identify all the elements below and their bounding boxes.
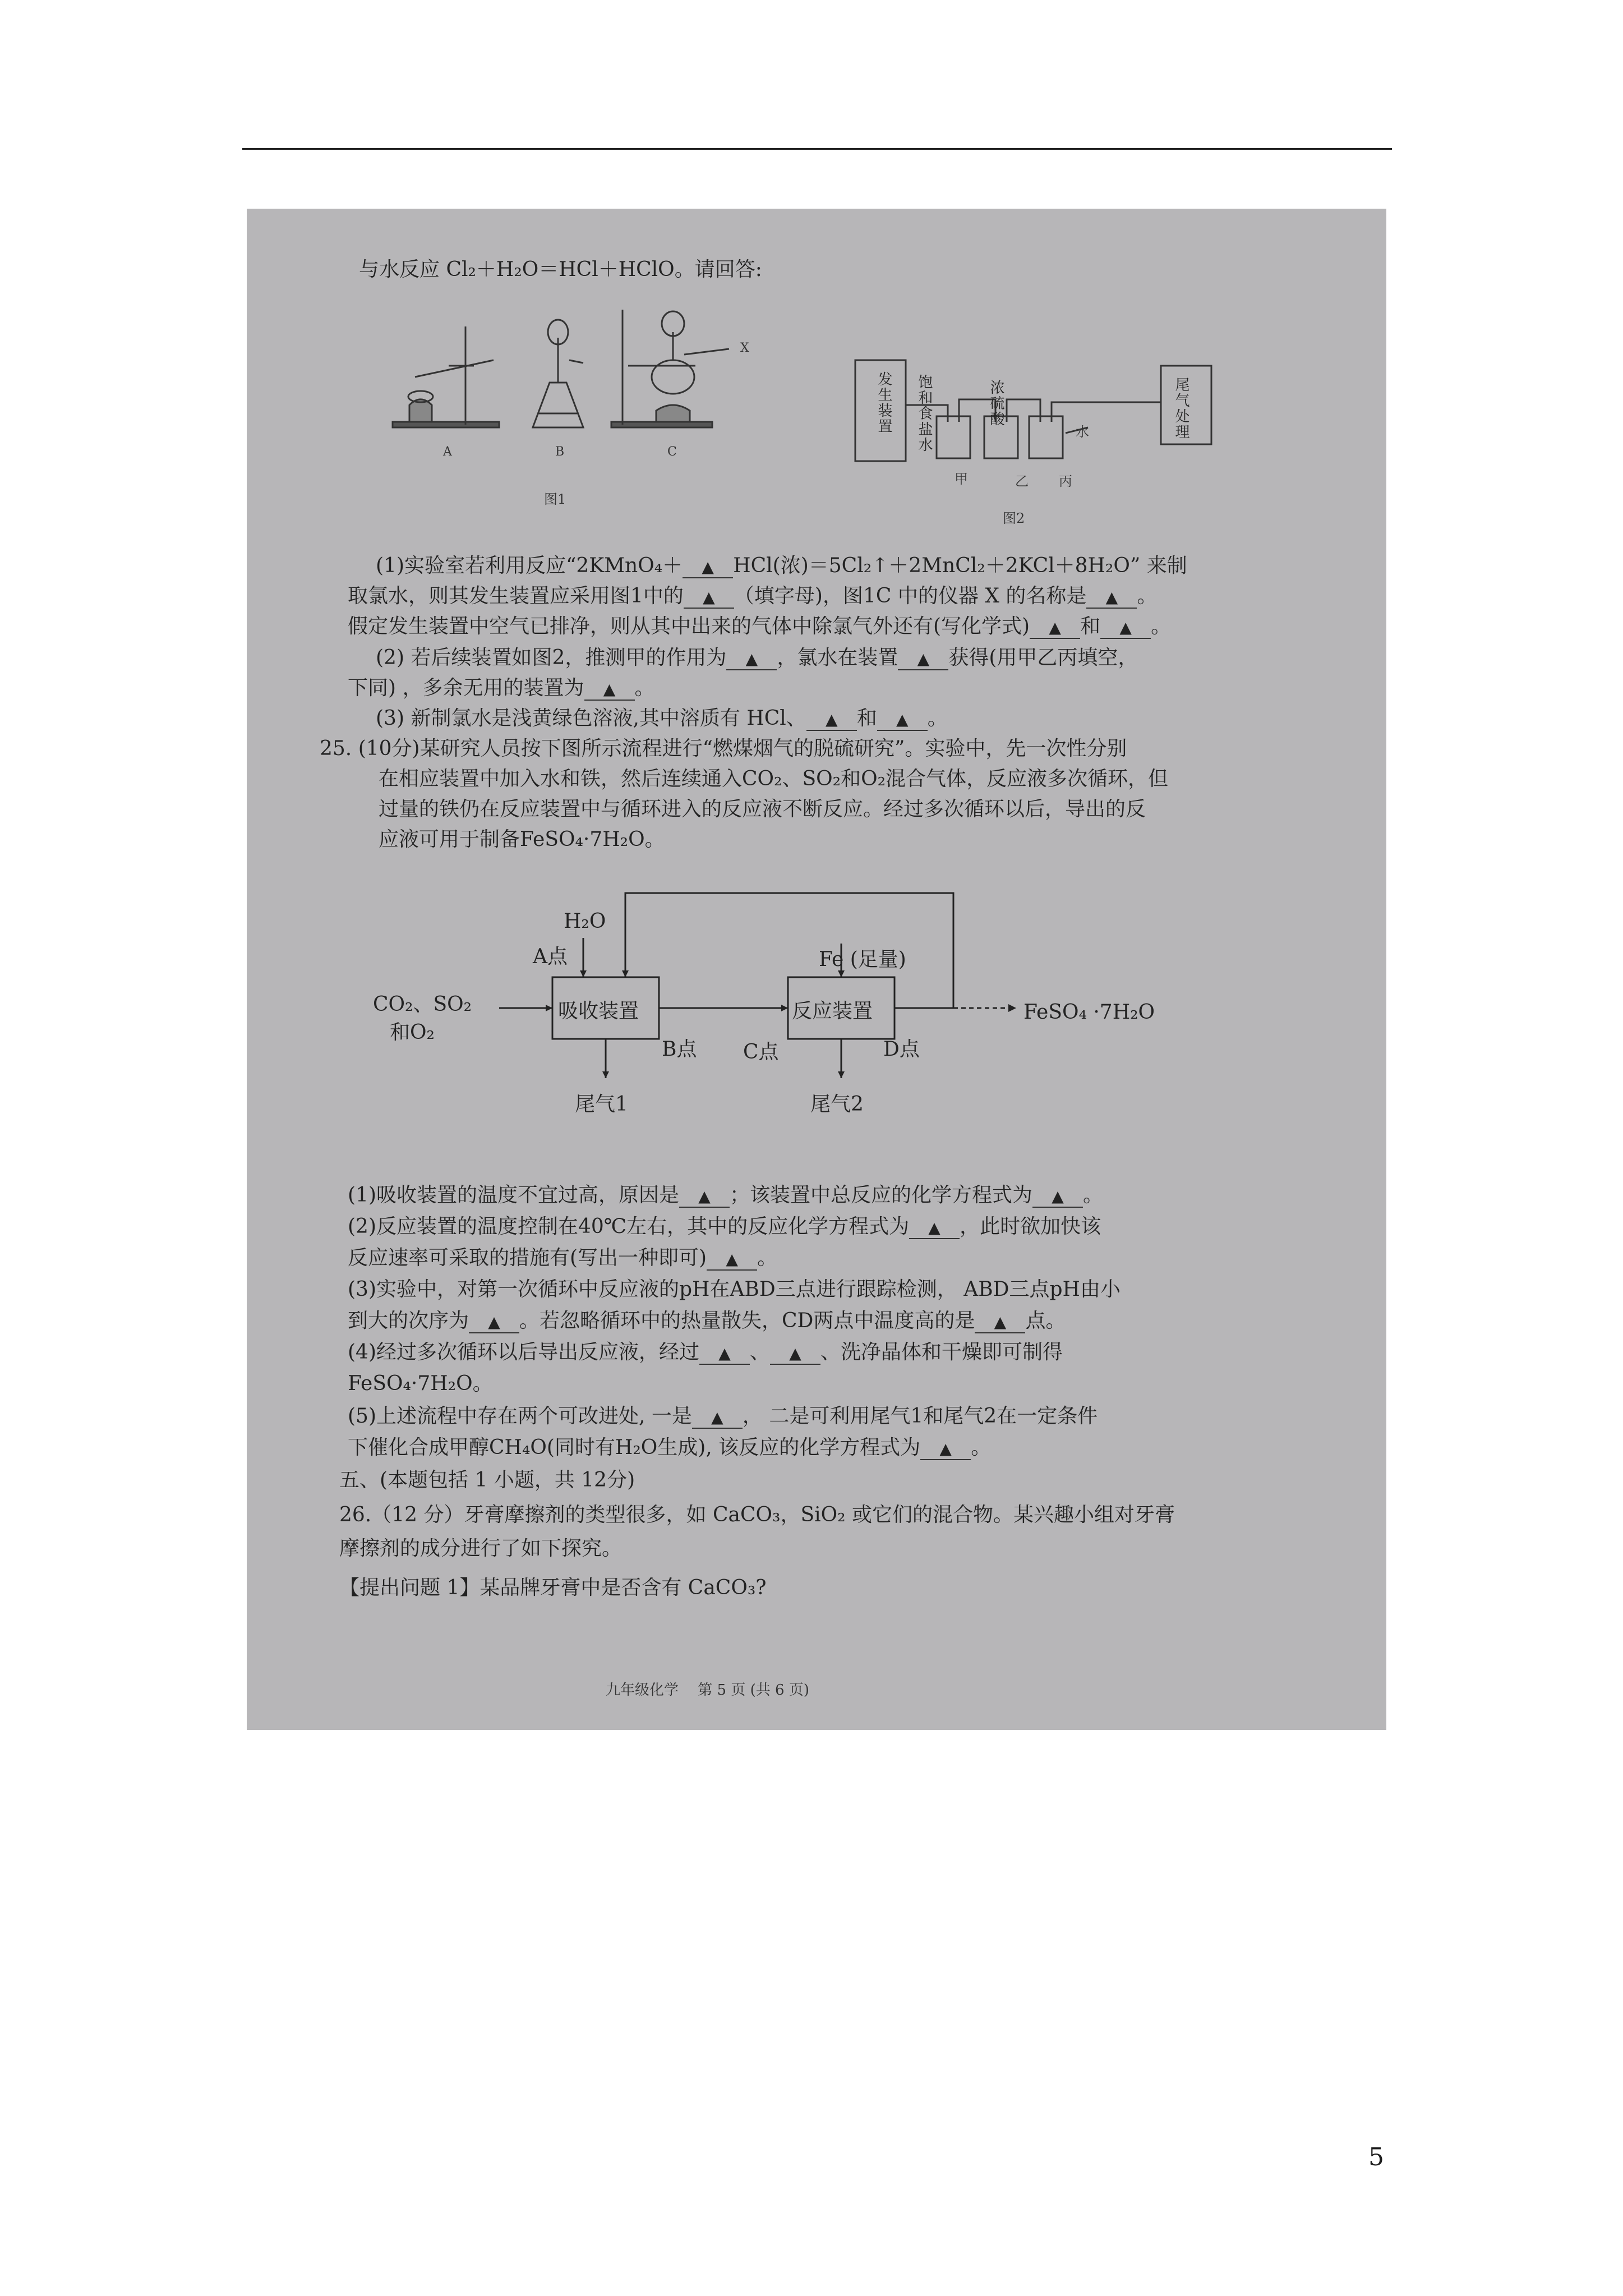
answer-blank: ▲ [683, 554, 733, 578]
page-footer: 九年级化学 第 5 页 (共 6 页) [606, 1682, 809, 1699]
apparatus-b [533, 320, 583, 427]
q24-part3: (3) 新制氯水是浅黄绿色溶液,其中溶质有 HCl、 ▲ 和 ▲ 。 [376, 707, 948, 730]
bottle-name-bing: 丙 [1059, 473, 1072, 489]
q25-part3-line1: (3)实验中，对第一次循环中反应液的pH在ABD三点进行跟踪检测， ABD三点pH由小 [348, 1278, 1121, 1301]
bottle1-label: 饱和食盐水 [916, 374, 933, 453]
answer-blank: ▲ [909, 1215, 960, 1239]
q25-part5-line2: 下催化合成甲醇CH₄O(同时有H₂O生成), 该反应的化学方程式为 ▲ 。 [348, 1436, 992, 1459]
flow-point-d: D点 [883, 1038, 920, 1061]
flow-tail2: 尾气2 [810, 1093, 864, 1116]
q25-line1: 25. (10分)某研究人员按下图所示流程进行“燃煤烟气的脱硫研究”。实验中，先一次性分别 [320, 737, 1127, 760]
absorber-label: 吸收装置 [558, 1000, 639, 1023]
apparatus-c [611, 310, 729, 427]
flow-point-a: A点 [533, 945, 568, 968]
answer-blank: ▲ [726, 646, 777, 670]
q25-part5-line1: (5)上述流程中存在两个可改进处, 一是 ▲ ， 二是可利用尾气1和尾气2在一定条件 [348, 1405, 1098, 1428]
label-b: B [555, 445, 565, 459]
label-c: C [667, 445, 677, 459]
flow-tail1: 尾气1 [575, 1093, 628, 1116]
answer-blank: ▲ [692, 1405, 743, 1429]
flow-h2o: H₂O [564, 910, 606, 933]
apparatus-a [393, 326, 499, 427]
label-x: X [740, 341, 749, 355]
answer-blank: ▲ [707, 1246, 757, 1271]
figure1-apparatus [370, 293, 763, 461]
answer-blank: ▲ [975, 1309, 1025, 1333]
tail-label: 尾气处理 [1173, 377, 1189, 440]
top-rule [242, 148, 1392, 150]
intro-line: 与水反应 Cl₂＋H₂O＝HCl＋HClO。请回答: [359, 258, 762, 281]
bottle3-label: 水 [1076, 424, 1089, 440]
answer-blank: ▲ [469, 1309, 519, 1333]
answer-blank: ▲ [1032, 1184, 1083, 1208]
answer-blank: ▲ [679, 1184, 730, 1208]
q24-part2-line2: 下同) ，多余无用的装置为 ▲ 。 [348, 677, 655, 700]
q26-line3: 【提出问题 1】某品牌牙膏中是否含有 CaCO₃? [339, 1576, 767, 1599]
answer-blank: ▲ [806, 707, 857, 731]
q25-part3-line2: 到大的次序为 ▲ 。若忽略循环中的热量散失，CD两点中温度高的是 ▲ 点。 [348, 1309, 1066, 1332]
reactor-label: 反应装置 [792, 1000, 873, 1023]
section5-heading: 五、(本题包括 1 小题，共 12分) [339, 1469, 635, 1492]
q26-line1: 26.（12 分）牙膏摩擦剂的类型很多，如 CaCO₃，SiO₂ 或它们的混合物。某兴趣小组对牙膏 [339, 1503, 1175, 1526]
q25-part1: (1)吸收装置的温度不宜过高，原因是 ▲ ；该装置中总反应的化学方程式为 ▲ 。 [348, 1184, 1104, 1207]
q25-line2: 在相应装置中加入水和铁，然后连续通入CO₂、SO₂和O₂混合气体，反应液多次循环，但 [379, 767, 1169, 790]
flow-inputs-line1: CO₂、SO₂ [373, 993, 472, 1016]
q24-part1-line1: (1)实验室若利用反应“2KMnO₄＋ ▲ HCl(浓)＝5Cl₂↑＋2MnCl₂＋2KCl＋8H₂O” 来制 [376, 554, 1187, 577]
answer-blank: ▲ [684, 585, 734, 609]
q25-line3: 过量的铁仍在反应装置中与循环进入的反应液不断反应。经过多次循环以后，导出的反 [379, 798, 1146, 821]
q25-part4-line1: (4)经过多次循环以后导出反应液，经过 ▲ 、 ▲ 、洗净晶体和干燥即可制得 [348, 1341, 1063, 1364]
label-a: A [443, 445, 452, 459]
answer-blank: ▲ [920, 1436, 971, 1460]
answer-blank: ▲ [1100, 615, 1151, 639]
generator-label: 发生装置 [875, 371, 892, 434]
q25-part2-line2: 反应速率可采取的措施有(写出一种即可) ▲ 。 [348, 1246, 778, 1269]
answer-blank: ▲ [1030, 615, 1080, 639]
answer-blank: ▲ [1086, 585, 1137, 609]
answer-blank: ▲ [770, 1341, 820, 1365]
figure2-caption: 图2 [1003, 510, 1025, 526]
q25-line4: 应液可用于制备FeSO₄·7H₂O。 [379, 828, 665, 851]
q25-part2-line1: (2)反应装置的温度控制在40℃左右，其中的反应化学方程式为 ▲ ，此时欲加快该 [348, 1215, 1101, 1238]
q26-line2: 摩擦剂的成分进行了如下探究。 [339, 1537, 623, 1560]
flow-point-b: B点 [662, 1038, 697, 1061]
answer-blank: ▲ [898, 646, 948, 670]
flow-inputs-line2: 和O₂ [390, 1021, 435, 1044]
answer-blank: ▲ [699, 1341, 750, 1365]
answer-blank: ▲ [877, 707, 928, 731]
bottle-name-yi: 乙 [1015, 473, 1029, 489]
q24-part2-line1: (2) 若后续装置如图2，推测甲的作用为 ▲ ，氯水在装置 ▲ 获得(用甲乙丙填空， [376, 646, 1138, 669]
q24-part1-line3: 假定发生装置中空气已排净，则从其中出来的气体中除氯气外还有(写化学式) ▲ 和 ▲ 。 [348, 615, 1172, 638]
scanned-photo [247, 209, 1386, 1730]
flow-point-c: C点 [743, 1041, 779, 1064]
flow-product: FeSO₄ ·7H₂O [1023, 1001, 1155, 1024]
q24-part1-line2: 取氯水，则其发生装置应采用图1中的 ▲ （填字母)，图1C 中的仪器 X 的名称是 ▲ 。 [348, 585, 1158, 608]
flow-fe: Fe (足量) [819, 948, 906, 971]
answer-blank: ▲ [584, 677, 635, 701]
figure1-caption: 图1 [544, 491, 566, 507]
bottle2-label: 浓硫酸 [988, 380, 1004, 427]
page-number: 5 [1368, 2143, 1384, 2171]
q25-part4-line2: FeSO₄·7H₂O。 [348, 1372, 493, 1395]
bottle-name-jia: 甲 [955, 471, 968, 487]
